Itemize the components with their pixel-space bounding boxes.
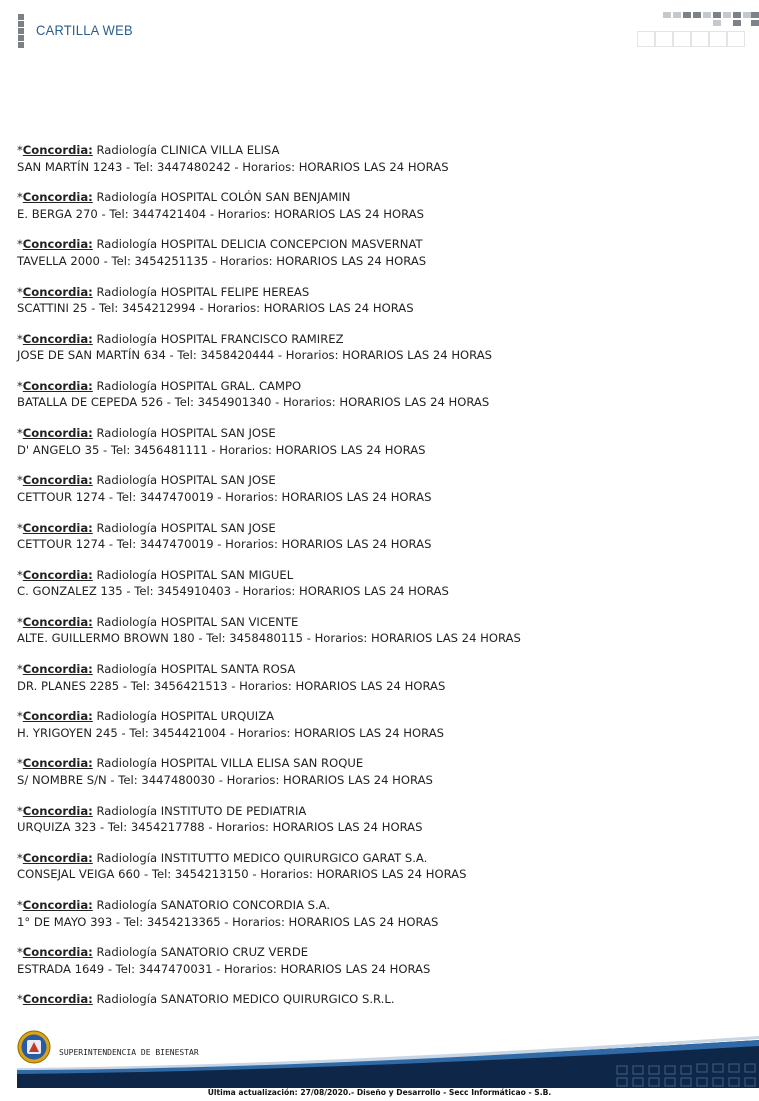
provider-details: TAVELLA 2000 - Tel: 3454251135 - Horarios: HORARIOS LAS 24 HORAS xyxy=(17,253,427,268)
bullet-asterisk: * xyxy=(17,850,23,865)
city-label: Concordia: xyxy=(22,898,93,912)
city-label: Concordia: xyxy=(22,662,93,677)
list-item xyxy=(17,378,737,425)
city-label: Concordia: xyxy=(22,567,93,582)
bullet-asterisk: * xyxy=(17,992,23,1007)
bullet-asterisk: * xyxy=(17,614,23,629)
provider-details: SAN MARTÍN 1243 - Tel: 3447480242 - Horarios: HORARIOS LAS 24 HORAS xyxy=(17,159,449,174)
provider-name-line xyxy=(17,897,737,914)
provider-details: H. YRIGOYEN 245 - Tel: 3454421004 - Horarios: HORARIOS LAS 24 HORAS xyxy=(17,725,444,740)
list-item xyxy=(17,708,737,755)
header-accent-bar xyxy=(18,14,24,48)
provider-name-line xyxy=(17,425,737,442)
provider-details: E. BERGA 270 - Tel: 3447421404 - Horarios: HORARIOS LAS 24 HORAS xyxy=(17,206,424,221)
bullet-asterisk: * xyxy=(17,520,23,535)
provider-name: Radiología HOSPITAL SAN VICENTE xyxy=(96,614,299,629)
list-item xyxy=(17,520,737,567)
provider-name: Radiología SANATORIO MEDICO QUIRURGICO S.R.L. xyxy=(96,992,395,1007)
list-item xyxy=(17,897,737,944)
provider-name-line xyxy=(17,472,737,489)
provider-name: Radiología HOSPITAL URQUIZA xyxy=(96,709,275,724)
city-label: Concordia: xyxy=(22,803,93,818)
bullet-asterisk: * xyxy=(17,331,23,346)
provider-name-line xyxy=(17,331,737,348)
provider-name-line xyxy=(17,189,737,206)
city-label: Concordia: xyxy=(22,284,93,299)
bullet-asterisk: * xyxy=(17,898,23,912)
provider-details: DR. PLANES 2285 - Tel: 3456421513 - Horarios: HORARIOS LAS 24 HORAS xyxy=(17,678,446,693)
provider-name-line xyxy=(17,944,737,961)
provider-name-line xyxy=(17,708,737,725)
organization-name: SUPERINTENDENCIA DE BIENESTAR xyxy=(59,1048,199,1057)
bullet-asterisk: * xyxy=(17,143,23,157)
bullet-asterisk: * xyxy=(17,473,23,488)
provider-details: ALTE. GUILLERMO BROWN 180 - Tel: 3458480115 - Horarios: HORARIOS LAS 24 HORAS xyxy=(17,631,521,646)
provider-name-line xyxy=(17,614,737,631)
provider-name: Radiología HOSPITAL DELICIA CONCEPCION MASVERNAT xyxy=(96,237,423,252)
city-label: Concordia: xyxy=(22,520,93,535)
bullet-asterisk: * xyxy=(17,378,23,393)
provider-name: Radiología HOSPITAL GRAL. CAMPO xyxy=(96,378,302,393)
city-label: Concordia: xyxy=(22,945,93,960)
provider-name: Radiología INSTITUTO DE PEDIATRIA xyxy=(96,803,307,818)
bullet-asterisk: * xyxy=(17,709,23,724)
city-label: Concordia: xyxy=(22,709,93,724)
city-label: Concordia: xyxy=(22,378,93,393)
city-label: Concordia: xyxy=(22,756,93,771)
provider-name: Radiología HOSPITAL COLÓN SAN BENJAMIN xyxy=(96,190,351,205)
provider-name-line xyxy=(17,755,737,772)
institution-seal-logo xyxy=(17,1030,51,1064)
city-label: Concordia: xyxy=(22,473,93,488)
bullet-asterisk: * xyxy=(17,803,23,818)
provider-name: Radiología HOSPITAL FRANCISCO RAMIREZ xyxy=(96,331,344,346)
list-item xyxy=(17,850,737,897)
provider-details: BATALLA DE CEPEDA 526 - Tel: 3454901340 - Horarios: HORARIOS LAS 24 HORAS xyxy=(17,395,490,410)
list-item xyxy=(17,661,737,708)
provider-name: Radiología HOSPITAL SAN JOSE xyxy=(96,473,276,488)
bullet-asterisk: * xyxy=(17,756,23,771)
provider-name-line xyxy=(17,850,737,867)
provider-name: Radiología SANATORIO CONCORDIA S.A. xyxy=(96,898,331,912)
bullet-asterisk: * xyxy=(17,426,23,441)
provider-details: CETTOUR 1274 - Tel: 3447470019 - Horarios: HORARIOS LAS 24 HORAS xyxy=(17,489,432,504)
footer-wave xyxy=(17,1030,759,1088)
city-label: Concordia: xyxy=(22,426,93,441)
provider-name: Radiología CLINICA VILLA ELISA xyxy=(96,143,280,157)
city-label: Concordia: xyxy=(22,992,93,1007)
header-decoration xyxy=(635,12,759,48)
bullet-asterisk: * xyxy=(17,662,23,677)
provider-name-line xyxy=(17,661,737,678)
list-item xyxy=(17,425,737,472)
list-item xyxy=(17,284,737,331)
list-item xyxy=(17,755,737,802)
city-label: Concordia: xyxy=(22,331,93,346)
provider-details: CONSEJAL VEIGA 660 - Tel: 3454213150 - Horarios: HORARIOS LAS 24 HORAS xyxy=(17,867,467,882)
list-item xyxy=(17,189,737,236)
city-label: Concordia: xyxy=(22,614,93,629)
bullet-asterisk: * xyxy=(17,567,23,582)
provider-details: 1° DE MAYO 393 - Tel: 3454213365 - Horarios: HORARIOS LAS 24 HORAS xyxy=(17,914,439,929)
list-item xyxy=(17,472,737,519)
provider-name-line xyxy=(17,284,737,301)
city-label: Concordia: xyxy=(22,850,93,865)
provider-name: Radiología HOSPITAL SAN MIGUEL xyxy=(96,567,294,582)
list-item xyxy=(17,567,737,614)
provider-name: Radiología HOSPITAL SAN JOSE xyxy=(96,426,276,441)
provider-name: Radiología HOSPITAL FELIPE HEREAS xyxy=(96,284,310,299)
provider-name: Radiología INSTITUTTO MEDICO QUIRURGICO GARAT S.A. xyxy=(96,850,428,865)
list-item xyxy=(17,944,737,991)
city-label: Concordia: xyxy=(22,237,93,252)
city-label: Concordia: xyxy=(22,143,93,157)
provider-name: Radiología HOSPITAL SANTA ROSA xyxy=(96,662,296,677)
provider-list xyxy=(17,142,737,1039)
provider-name-line xyxy=(17,236,737,253)
provider-name: Radiología HOSPITAL SAN JOSE xyxy=(96,520,276,535)
footer-credits: Última actualización: 27/08/2020.- Diseño y Desarrollo - Secc Informáticao - S.B. xyxy=(207,1088,552,1097)
provider-name-line xyxy=(17,803,737,820)
bullet-asterisk: * xyxy=(17,190,23,205)
provider-name-line xyxy=(17,520,737,537)
provider-details: JOSE DE SAN MARTÍN 634 - Tel: 3458420444 - Horarios: HORARIOS LAS 24 HORAS xyxy=(17,348,493,363)
provider-details: C. GONZALEZ 135 - Tel: 3454910403 - Horarios: HORARIOS LAS 24 HORAS xyxy=(17,584,449,599)
provider-name-line xyxy=(17,378,737,395)
list-item xyxy=(17,614,737,661)
list-item xyxy=(17,142,737,189)
city-label: Concordia: xyxy=(22,190,93,205)
provider-details: ESTRADA 1649 - Tel: 3447470031 - Horarios: HORARIOS LAS 24 HORAS xyxy=(17,961,431,976)
list-item xyxy=(17,236,737,283)
provider-details: SCATTINI 25 - Tel: 3454212994 - Horarios: HORARIOS LAS 24 HORAS xyxy=(17,301,414,316)
provider-name-line xyxy=(17,991,737,1008)
list-item xyxy=(17,803,737,850)
provider-details: D' ANGELO 35 - Tel: 3456481111 - Horarios: HORARIOS LAS 24 HORAS xyxy=(17,442,426,457)
bullet-asterisk: * xyxy=(17,284,23,299)
page-title: CARTILLA WEB xyxy=(36,22,133,38)
provider-details: S/ NOMBRE S/N - Tel: 3447480030 - Horarios: HORARIOS LAS 24 HORAS xyxy=(17,772,433,787)
footer-banner xyxy=(17,1030,759,1088)
provider-name-line xyxy=(17,567,737,584)
bullet-asterisk: * xyxy=(17,237,23,252)
provider-name: Radiología HOSPITAL VILLA ELISA SAN ROQUE xyxy=(96,756,364,771)
provider-name-line xyxy=(17,142,737,159)
list-item xyxy=(17,331,737,378)
provider-details: CETTOUR 1274 - Tel: 3447470019 - Horarios: HORARIOS LAS 24 HORAS xyxy=(17,537,432,551)
bullet-asterisk: * xyxy=(17,945,23,960)
provider-name: Radiología SANATORIO CRUZ VERDE xyxy=(96,945,309,960)
provider-details: URQUIZA 323 - Tel: 3454217788 - Horarios: HORARIOS LAS 24 HORAS xyxy=(17,820,423,835)
